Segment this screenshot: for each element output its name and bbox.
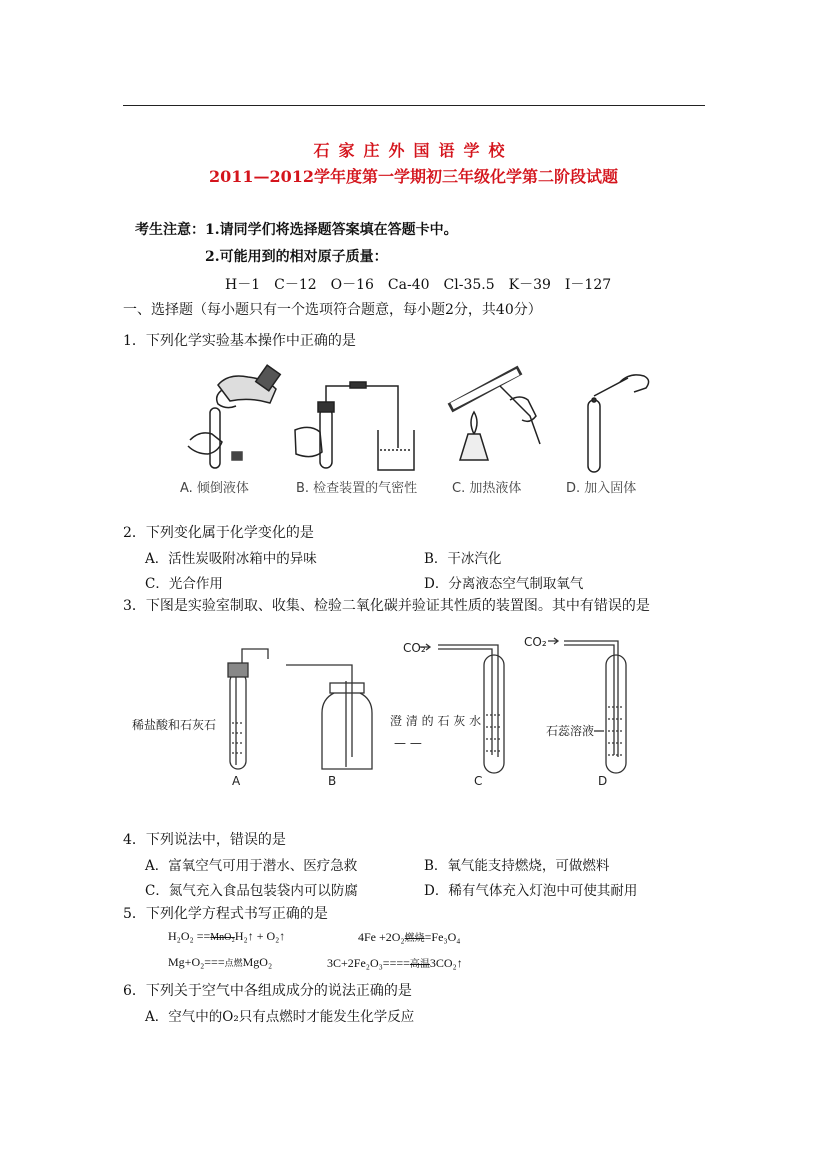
co2-label-d: CO₂: [524, 635, 547, 649]
question-4-option-a: A．富氧空气可用于潜水、医疗急救: [145, 858, 358, 874]
question-2-option-c: C．光合作用: [145, 576, 223, 592]
letter-a: A: [232, 774, 241, 788]
section-heading: 一、选择题（每小题只有一个选项符合题意，每小题2分，共40分）: [123, 302, 542, 318]
question-2-option-b: B．干冰汽化: [424, 551, 502, 567]
atomic-masses: H－1 C－12 O－16 Ca-40 Cl-35.5 K－39 I－127: [225, 277, 612, 293]
label-c-dash: — —: [394, 736, 422, 750]
caption-b: B. 检查装置的气密性: [296, 481, 418, 496]
notice-line-2: 2.可能用到的相对原子质量：: [205, 249, 388, 265]
question-2-stem: 2．下列变化属于化学变化的是: [123, 525, 314, 541]
apparatus-a: [228, 649, 268, 769]
question-1-figure: [160, 360, 690, 505]
question-4-option-b: B．氧气能支持燃烧，可做燃料: [424, 858, 610, 874]
question-6-option-a: A．空气中的O₂只有点燃时才能发生化学反应: [145, 1009, 415, 1025]
equation-4-right: 3CO₂↑: [429, 956, 463, 970]
equation-1: [168, 929, 285, 944]
question-3-stem: 3．下图是实验室制取、收集、检验二氧化碳并验证其性质的装置图。其中有错误的是: [123, 598, 650, 614]
equation-3: [168, 955, 272, 970]
equation-2: [358, 929, 460, 945]
equation-2-condition: 燃烧: [404, 933, 425, 944]
label-a-reagent: 稀盐酸和石灰石: [132, 718, 217, 732]
equation-4: [327, 955, 463, 971]
question-4-option-d: D．稀有气体充入灯泡中可使其耐用: [424, 883, 638, 899]
apparatus-b: [286, 665, 372, 769]
notice-line-1: 考生注意：1.请同学们将选择题答案填在答题卡中。: [135, 222, 458, 238]
figure-a-pouring: [188, 365, 280, 468]
question-2-option-d: D．分离液态空气制取氧气: [424, 576, 584, 592]
apparatus-c: [420, 644, 504, 773]
label-d-reagent: 石蕊溶液: [546, 724, 595, 738]
school-name: 石家庄外国语学校: [313, 141, 514, 160]
figure-d-adding-solid: [588, 375, 649, 472]
caption-a: A. 倾倒液体: [180, 481, 249, 496]
figure-b-airtightness: [295, 382, 414, 470]
co2-label-c: CO₂: [403, 641, 426, 655]
question-5-stem: 5．下列化学方程式书写正确的是: [123, 906, 328, 922]
equation-1-right: H₂↑ + O₂↑: [234, 929, 286, 943]
question-6-stem: 6．下列关于空气中各组成成分的说法正确的是: [123, 983, 412, 999]
equation-1-condition: MnO₂: [210, 932, 235, 943]
equation-4-condition: 高温: [409, 959, 430, 970]
apparatus-d: [548, 638, 626, 773]
letter-c: C: [474, 774, 483, 788]
letter-b: B: [328, 774, 337, 788]
question-3-figure: [120, 625, 680, 795]
caption-d: D. 加入固体: [566, 481, 637, 496]
equation-2-left: 4Fe +2O₂: [358, 930, 405, 944]
equation-1-left: H₂O₂ ==: [168, 929, 211, 943]
equation-3-right: MgO₂: [242, 955, 273, 969]
question-2-option-a: A．活性炭吸附冰箱中的异味: [145, 551, 317, 567]
equation-3-condition: 点燃: [224, 958, 243, 968]
question-4-option-c: C．氮气充入食品包装袋内可以防腐: [145, 883, 358, 899]
exam-title: 2011—2012学年度第一学期初三年级化学第二阶段试题: [208, 167, 619, 186]
equation-4-left: 3C+2Fe₂O₃====: [327, 956, 410, 970]
caption-c: C. 加热液体: [452, 481, 522, 496]
equation-3-left: Mg+O₂===: [168, 955, 225, 969]
question-4-stem: 4．下列说法中，错误的是: [123, 832, 286, 848]
equation-2-right: =Fe₃O₄: [424, 930, 461, 944]
label-c-reagent: 澄 清 的 石 灰 水: [390, 714, 482, 728]
header-rule: [123, 105, 705, 106]
question-1-stem: 1．下列化学实验基本操作中正确的是: [123, 333, 356, 349]
figure-c-heating: [450, 370, 540, 460]
letter-d: D: [598, 774, 608, 788]
